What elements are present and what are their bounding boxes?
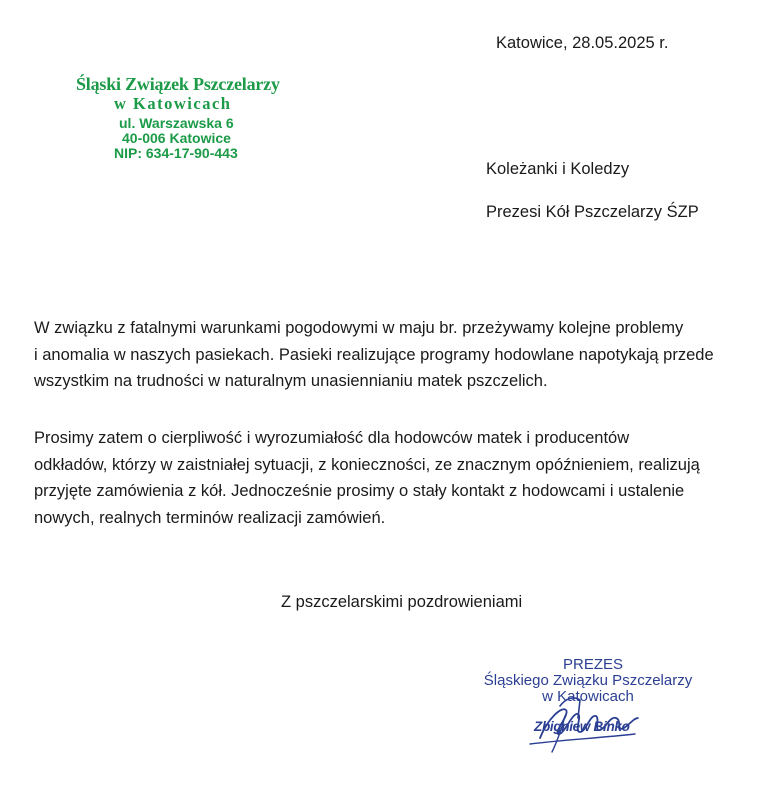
stamp-street: ul. Warszawska 6 [119,115,234,131]
body-line: i anomalia w naszych pasiekach. Pasieki realizujące programy hodowlane napotykają przede [34,345,714,364]
stamp-org-line-2: w Katowicach [542,688,634,705]
body-line: W związku z fatalnymi warunkami pogodowymi w maju br. przeżywamy kolejne problemy [34,319,684,337]
stamp-postcode: 40-006 Katowice [122,130,231,146]
body-line: przyjęte zamówienia z kół. Jednocześnie prosimy o stały kontakt z hodowcami i ustalenie [34,482,685,500]
body-line: wszystkim na trudności w naturalnym unasiennianiu matek pszczelich. [34,372,548,390]
body-line: odkładów, którzy w zaistniałej sytuacji, z konieczności, ze znacznym opóźnieniem, realizują [34,455,700,474]
place-and-date: Katowice, 28.05.2025 r. [496,34,669,52]
stamp-org-name: Śląski Związek Pszczelarzy [76,74,280,94]
stamp-nip: NIP: 634-17-90-443 [114,145,238,161]
addressee-line-1: Koleżanki i Koledzy [486,160,630,178]
signatory-name: Zbigniew Binko [534,719,630,734]
stamp-org-line-1: Śląskiego Związku Pszczelarzy [483,672,693,689]
body-line: Prosimy zatem o cierpliwość i wyrozumiałość dla hodowców matek i producentów [34,429,630,447]
closing-greeting: Z pszczelarskimi pozdrowieniami [281,593,523,611]
president-stamp [478,656,698,734]
stamp-org-city: w Katowicach [114,94,232,113]
association-stamp [76,74,280,161]
body-line: nowych, realnych terminów realizacji zamówień. [34,508,386,527]
body-paragraph-1 [34,315,750,395]
body-paragraph-2 [34,425,750,531]
stamp-title: PREZES [562,656,623,673]
addressee-line-2: Prezesi Kół Pszczelarzy ŚZP [486,203,699,221]
